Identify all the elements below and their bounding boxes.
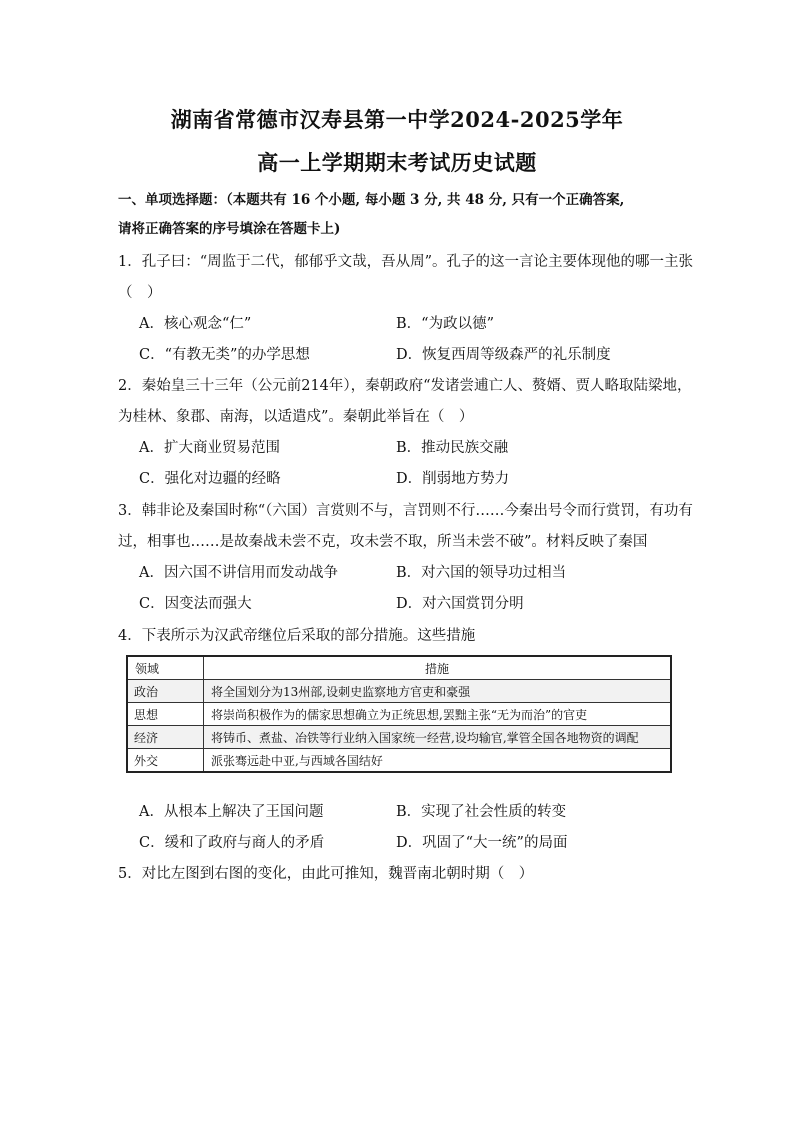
q2-option-c: C．强化对边疆的经略 bbox=[139, 471, 281, 487]
q1-option-b: B．“为政以德” bbox=[396, 316, 494, 332]
section-heading-cont: 请将正确答案的序号填涂在答题卡上) bbox=[118, 221, 341, 237]
q2-option-b: B．推动民族交融 bbox=[396, 440, 509, 456]
exam-subtitle: 高一上学期期末考试历史试题 bbox=[257, 150, 537, 175]
q1-option-a: A．核心观念“仁” bbox=[139, 316, 252, 332]
exam-title: 湖南省常德市汉寿县第一中学2024-2025学年 bbox=[170, 107, 624, 132]
q1-stem-line2: （ ） bbox=[118, 285, 162, 301]
q5-stem: 5．对比左图到右图的变化，由此可推知，魏晋南北朝时期（ ） bbox=[118, 866, 534, 882]
q3-option-d: D．对六国赏罚分明 bbox=[396, 596, 524, 612]
table-header-domain: 领域 bbox=[127, 656, 204, 680]
q4-option-b: B．实现了社会性质的转变 bbox=[396, 804, 567, 820]
q3-option-a: A．因六国不讲信用而发动战争 bbox=[139, 565, 338, 581]
q1-stem-line1: 1．孔子曰：“周监于二代，郁郁乎文哉，吾从周”。孔子的这一言论主要体现他的哪一主张 bbox=[118, 254, 694, 270]
table-row bbox=[127, 749, 671, 773]
table-cell-domain: 外交 bbox=[127, 749, 204, 773]
table-cell-measure: 将铸币、煮盐、冶铁等行业纳入国家统一经营,设均输官,掌管全国各地物资的调配 bbox=[204, 726, 672, 749]
table-cell-measure: 将全国划分为13州部,设刺史监察地方官吏和豪强 bbox=[204, 680, 672, 703]
q2-stem-line2: 为桂林、象郡、南海，以适遣戍”。秦朝此举旨在（ ） bbox=[118, 409, 474, 425]
table-cell-domain: 经济 bbox=[127, 726, 204, 749]
q1-option-c: C．“有教无类”的办学思想 bbox=[139, 347, 310, 363]
section-heading: 一、单项选择题：（本题共有 16 个小题, 每小题 3 分, 共 48 分, 只有一个正确答案, bbox=[118, 192, 625, 208]
table-header-row bbox=[127, 656, 671, 680]
q3-stem-line2: 过，相事也……是故秦战未尝不克，攻未尝不取，所当未尝不破”。材料反映了秦国 bbox=[118, 534, 648, 550]
table-cell-measure: 派张骞远赴中亚,与西域各国结好 bbox=[204, 749, 672, 773]
q2-option-d: D．削弱地方势力 bbox=[396, 471, 510, 487]
q4-option-c: C．缓和了政府与商人的矛盾 bbox=[139, 835, 325, 851]
table-row bbox=[127, 703, 671, 726]
q3-option-b: B．对六国的领导功过相当 bbox=[396, 565, 567, 581]
table-header-measure: 措施 bbox=[204, 656, 672, 680]
q4-option-d: D．巩固了“大一统”的局面 bbox=[396, 835, 568, 851]
table-cell-domain: 政治 bbox=[127, 680, 204, 703]
q4-stem: 4．下表所示为汉武帝继位后采取的部分措施。这些措施 bbox=[118, 628, 476, 644]
q3-option-c: C．因变法而强大 bbox=[139, 596, 252, 612]
table-row bbox=[127, 726, 671, 749]
table-cell-domain: 思想 bbox=[127, 703, 204, 726]
measures-table bbox=[126, 655, 672, 773]
q2-option-a: A．扩大商业贸易范围 bbox=[139, 440, 280, 456]
q4-option-a: A．从根本上解决了王国问题 bbox=[139, 804, 324, 820]
q2-stem-line1: 2．秦始皇三十三年（公元前214年），秦朝政府“发诸尝逋亡人、赘婿、贾人略取陆梁地， bbox=[118, 378, 692, 394]
table-cell-measure: 将崇尚积极作为的儒家思想确立为正统思想,罢黜主张“无为而治”的官吏 bbox=[204, 703, 672, 726]
table-row bbox=[127, 680, 671, 703]
q3-stem-line1: 3．韩非论及秦国时称“（六国）言赏则不与，言罚则不行……今秦出号令而行赏罚，有功有 bbox=[118, 503, 693, 519]
q1-option-d: D．恢复西周等级森严的礼乐制度 bbox=[396, 347, 611, 363]
